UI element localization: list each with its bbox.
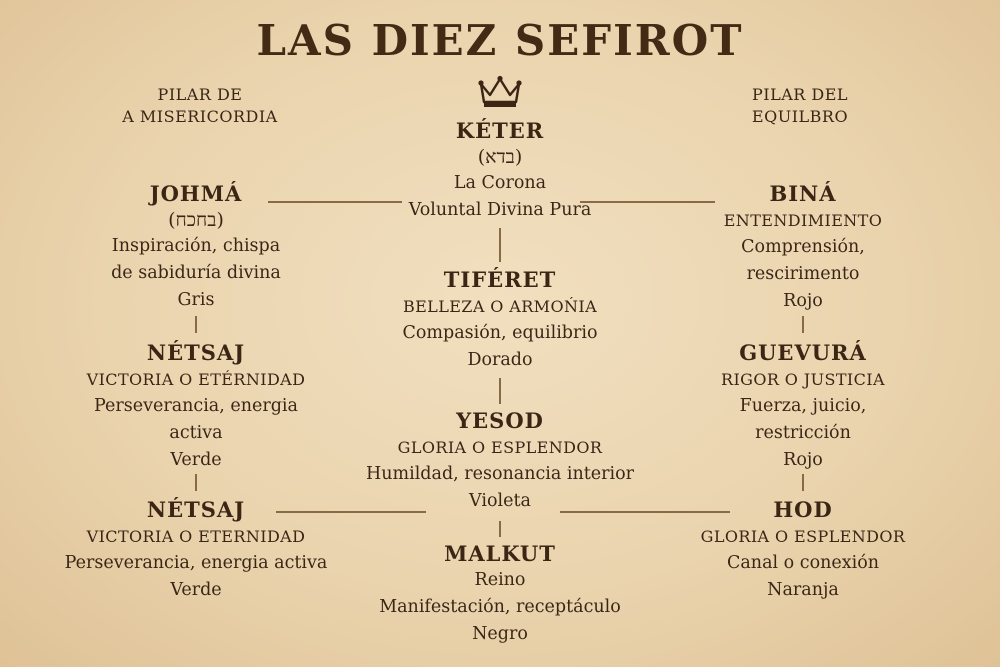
sefira-netsaj-lower-line-2: Verde <box>170 580 222 600</box>
sefira-guevura-line-3: Rojo <box>783 450 823 470</box>
pillar-mercy-line-2: A MISERICORDIA <box>122 107 278 126</box>
sefira-hod-line-1: Canal o conexión <box>726 553 880 573</box>
sefira-guevura-subtitle: RIGOR O JUSTICIA <box>721 370 885 389</box>
pillar-mercy-line-1: PILAR DE <box>157 85 243 104</box>
sefira-keter-name: KÉTER <box>455 118 545 143</box>
sefira-tiferet <box>350 266 650 374</box>
sefira-tiferet-name: TIFÉRET <box>443 267 557 292</box>
sefira-johma-line-1: Inspiración, chispa <box>111 236 281 256</box>
sefira-malkut <box>340 540 660 648</box>
sefira-yesod-name: YESOD <box>456 408 544 433</box>
sefira-netsaj-lower-line-1: Perseverancia, energia activa <box>64 553 328 573</box>
sefira-keter-line-2: Voluntal Divina Pura <box>408 200 592 220</box>
sefira-keter <box>350 117 650 224</box>
sefira-guevura-name: GUEVURÁ <box>739 340 867 365</box>
sefira-yesod-subtitle: GLORIA O ESPLENDOR <box>397 438 603 457</box>
connector-netsaj-netsaj <box>195 474 197 491</box>
sefira-johma-line-3: Gris <box>177 290 215 310</box>
sefira-netsaj-upper-line-2: activa <box>169 423 223 443</box>
connector-yesod-malkut <box>499 521 501 537</box>
crown-icon <box>477 75 523 109</box>
sefira-hod-subtitle: GLORIA O ESPLENDOR <box>700 527 906 546</box>
sefira-bina <box>658 180 948 315</box>
connector-bina-guevura <box>802 316 804 333</box>
sefira-malkut-line-2: Manifestación, receptáculo <box>379 597 621 617</box>
sefira-guevura-line-1: Fuerza, juicio, <box>739 396 867 416</box>
sefira-keter-line-1: La Corona <box>453 173 547 193</box>
pillar-mercy-label <box>100 84 300 128</box>
sefira-yesod-line-1: Humildad, resonancia interior <box>365 464 634 484</box>
sefira-netsaj-upper-line-1: Perseverancia, energia <box>94 396 298 416</box>
sefira-johma-name: JOHMÁ <box>149 181 243 206</box>
sefira-netsaj-upper <box>46 339 346 474</box>
sefira-johma-hebrew: (בחכח) <box>168 209 224 231</box>
sefira-malkut-line-3: Negro <box>472 624 528 644</box>
sefira-malkut-name: MALKUT <box>444 541 556 566</box>
sefira-guevura-line-2: restricción <box>755 423 851 443</box>
pillar-balance-label <box>700 84 900 128</box>
sefira-bina-subtitle: ENTENDIMIENTO <box>723 211 883 230</box>
sefira-johma <box>56 180 336 314</box>
sefira-hod <box>658 496 948 604</box>
sefira-netsaj-upper-name: NÉTSAJ <box>146 340 246 365</box>
sefira-tiferet-line-2: Dorado <box>467 350 533 370</box>
sefira-bina-line-3: Rojo <box>783 291 823 311</box>
sefira-tiferet-subtitle: BELLEZA O ARMOŃIA <box>402 297 598 316</box>
sefira-netsaj-lower-subtitle: VICTORIA O ETERNIDAD <box>86 527 306 546</box>
sefira-tiferet-line-1: Compasión, equilibrio <box>402 323 598 343</box>
sefira-netsaj-lower <box>36 496 356 604</box>
sefira-netsaj-upper-subtitle: VICTORIA O ETÉRNIDAD <box>86 370 306 389</box>
sefira-netsaj-upper-line-3: Verde <box>170 450 222 470</box>
sefira-bina-name: BINÁ <box>769 181 837 206</box>
sefira-yesod-line-2: Violeta <box>469 491 531 511</box>
sefira-hod-name: HOD <box>773 497 833 522</box>
connector-johma-netsaj <box>195 316 197 333</box>
sefira-bina-line-2: rescirimento <box>746 264 860 284</box>
connector-guevura-hod <box>802 474 804 491</box>
sefira-hod-line-2: Naranja <box>767 580 839 600</box>
connector-keter-tiferet <box>499 228 501 262</box>
sefira-keter-hebrew: (בדא) <box>477 146 523 168</box>
sefira-netsaj-lower-name: NÉTSAJ <box>146 497 246 522</box>
sefira-guevura <box>658 339 948 474</box>
sefira-malkut-line-1: Reino <box>474 570 526 590</box>
connector-tiferet-yesod <box>499 378 501 404</box>
page-title: LAS DIEZ SEFIROT <box>256 16 744 65</box>
sefira-bina-line-1: Comprensión, <box>741 237 865 257</box>
sefira-yesod <box>340 407 660 515</box>
pillar-balance-line-2: EQUILBRO <box>751 107 849 126</box>
sefira-johma-line-2: de sabiduría divina <box>111 263 281 283</box>
pillar-balance-line-1: PILAR DEL <box>751 85 849 104</box>
